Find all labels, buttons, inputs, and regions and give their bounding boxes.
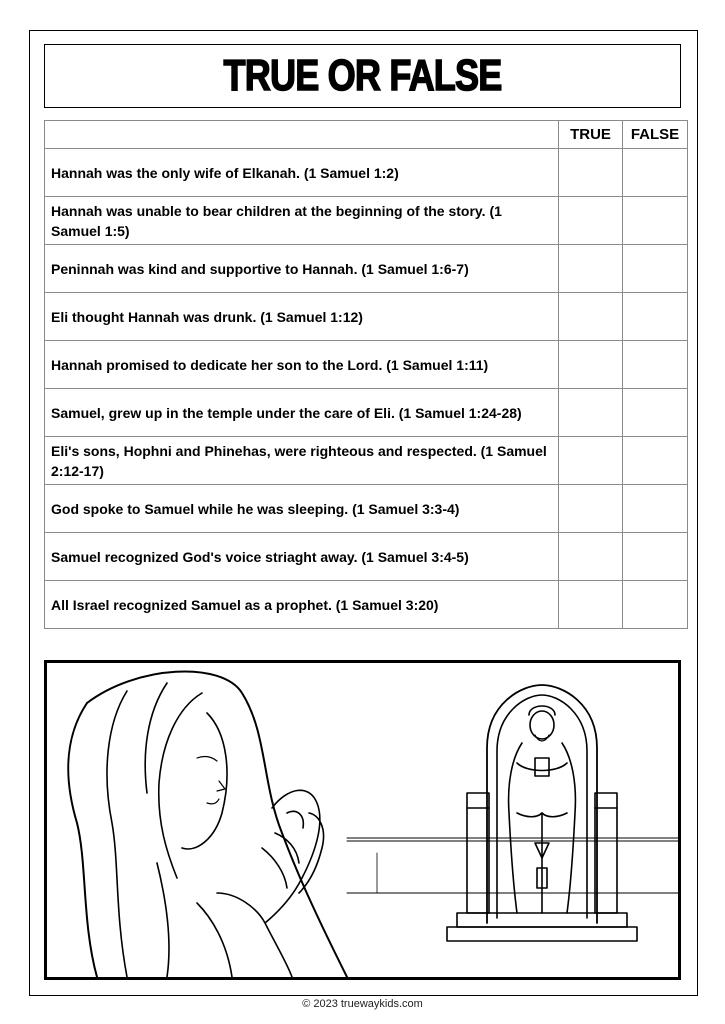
table-row — [45, 293, 688, 341]
copyright-footer: © 2023 truewaykids.com — [302, 998, 423, 1010]
false-answer-cell[interactable] — [623, 581, 688, 629]
true-answer-cell[interactable] — [559, 581, 623, 629]
false-answer-cell[interactable] — [623, 245, 688, 293]
table-row — [45, 533, 688, 581]
statement-cell: God spoke to Samuel while he was sleeping. (1 Samuel 3:3-4) — [45, 485, 559, 533]
table-row — [45, 389, 688, 437]
header-statement — [45, 121, 559, 149]
table-row — [45, 485, 688, 533]
true-answer-cell[interactable] — [559, 293, 623, 341]
table-row — [45, 149, 688, 197]
table-row — [45, 245, 688, 293]
true-answer-cell[interactable] — [559, 197, 623, 245]
table-row — [45, 341, 688, 389]
statement-cell: Peninnah was kind and supportive to Hannah. (1 Samuel 1:6-7) — [45, 245, 559, 293]
true-answer-cell[interactable] — [559, 149, 623, 197]
statement-cell: All Israel recognized Samuel as a prophet. (1 Samuel 3:20) — [45, 581, 559, 629]
true-false-table — [44, 120, 688, 629]
statement-cell: Hannah promised to dedicate her son to the Lord. (1 Samuel 1:11) — [45, 341, 559, 389]
false-answer-cell[interactable] — [623, 149, 688, 197]
priest-on-throne-figure — [447, 685, 637, 941]
coloring-illustration — [44, 660, 681, 980]
true-answer-cell[interactable] — [559, 341, 623, 389]
table-row — [45, 197, 688, 245]
statement-cell: Samuel recognized God's voice striaght away. (1 Samuel 3:4-5) — [45, 533, 559, 581]
true-answer-cell[interactable] — [559, 245, 623, 293]
false-answer-cell[interactable] — [623, 485, 688, 533]
statement-cell: Eli thought Hannah was drunk. (1 Samuel 1:12) — [45, 293, 559, 341]
false-answer-cell[interactable] — [623, 437, 688, 485]
false-answer-cell[interactable] — [623, 293, 688, 341]
header-true: TRUE — [559, 121, 623, 149]
table-row — [45, 437, 688, 485]
table-header-row — [45, 121, 688, 149]
true-answer-cell[interactable] — [559, 389, 623, 437]
table-row — [45, 581, 688, 629]
false-answer-cell[interactable] — [623, 341, 688, 389]
page-title: TRUE OR FALSE — [223, 51, 502, 100]
true-answer-cell[interactable] — [559, 533, 623, 581]
header-false: FALSE — [623, 121, 688, 149]
true-answer-cell[interactable] — [559, 485, 623, 533]
title-box — [44, 44, 681, 108]
true-answer-cell[interactable] — [559, 437, 623, 485]
false-answer-cell[interactable] — [623, 389, 688, 437]
statement-cell: Hannah was unable to bear children at the beginning of the story. (1 Samuel 1:5) — [45, 197, 559, 245]
statement-cell: Eli's sons, Hophni and Phinehas, were righteous and respected. (1 Samuel 2:12-17) — [45, 437, 559, 485]
statement-cell: Samuel, grew up in the temple under the care of Eli. (1 Samuel 1:24-28) — [45, 389, 559, 437]
statement-cell: Hannah was the only wife of Elkanah. (1 Samuel 1:2) — [45, 149, 559, 197]
praying-woman-figure — [68, 671, 347, 977]
false-answer-cell[interactable] — [623, 533, 688, 581]
false-answer-cell[interactable] — [623, 197, 688, 245]
